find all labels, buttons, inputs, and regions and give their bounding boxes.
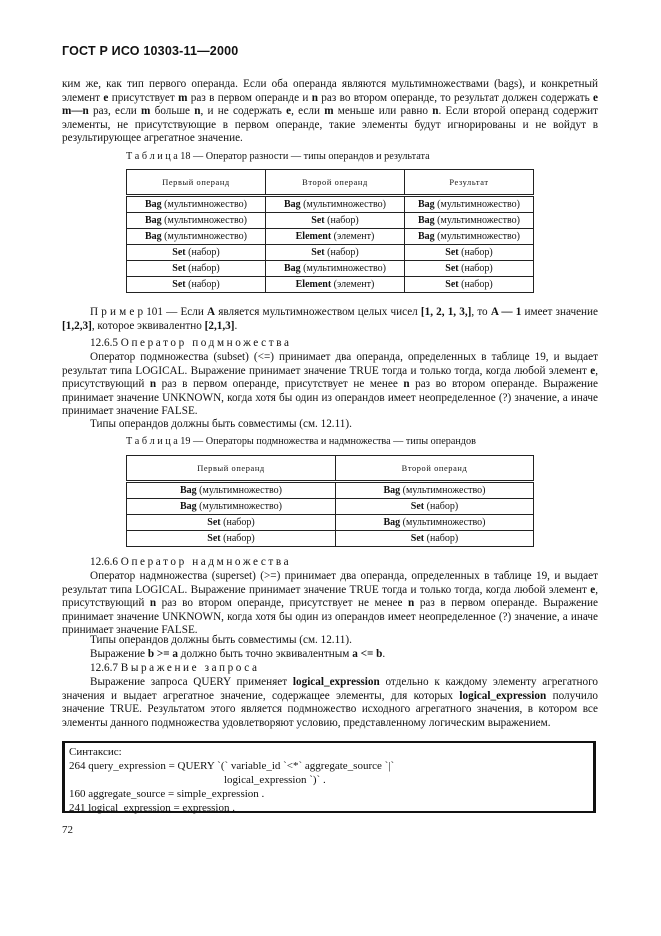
text: ким же, как тип первого операнда. Если оба операнда являются мультимножествами (bags), и конкретный элемент [62, 78, 598, 104]
table-cell [266, 245, 405, 261]
text: e [590, 364, 596, 377]
text: n [149, 378, 157, 391]
syntax-line: logical_expression `)` . [224, 774, 326, 786]
text: n [432, 105, 439, 118]
text: logical_expression [292, 676, 380, 688]
table-row [127, 196, 534, 213]
text: Bag [284, 199, 301, 210]
text: . Если второй операнд содержит элементы, не присутствующие в первом операнде, такие элементы будут игнорированы и не войдут в результирующее агрегатное значение. [62, 105, 599, 145]
table-cell [405, 245, 534, 261]
text: Bag [180, 485, 197, 496]
text: (набор) [220, 517, 255, 528]
table-row [127, 245, 534, 261]
text: n [311, 91, 318, 104]
text: раз в первом операнде. Выражение принимает значение UNKNOWN, когда хотя бы один из операндов имеет неопределенное (?) значение, а иначе принимает значение FALSE. [62, 597, 598, 637]
section-12-6-6-paragraph [62, 570, 598, 638]
table-cell [336, 499, 534, 515]
text: n [149, 597, 157, 610]
text: , которое эквивалентно [91, 319, 205, 332]
text: , если [291, 105, 325, 118]
section-12-6-5-compat: Типы операндов должны быть совместимы (см. 12.11). [90, 418, 352, 430]
example-101 [62, 306, 598, 333]
table-header-row [127, 170, 534, 196]
text: (набор) [424, 533, 459, 544]
text: раз, если [88, 105, 142, 118]
text: — Если [162, 306, 207, 318]
text: Bag [418, 231, 435, 242]
section-12-6-7-heading [62, 662, 598, 676]
text: Т а б л и ц а 19 [126, 436, 191, 447]
table-cell [336, 531, 534, 547]
table-cell [127, 196, 266, 213]
text: Bag [145, 199, 162, 210]
table-cell [127, 499, 336, 515]
syntax-box [62, 741, 596, 813]
intro-paragraph [62, 78, 598, 146]
text: (мультимножество) [300, 263, 386, 274]
text: 12.6.6 [90, 556, 118, 568]
text: 12.6.5 [90, 337, 118, 349]
text: . [234, 319, 238, 332]
table-row [127, 515, 534, 531]
text: e m—n [62, 91, 599, 118]
page-header: ГОСТ Р ИСО 10303-11—2000 [62, 44, 239, 58]
table-cell [127, 482, 336, 499]
text: n [403, 378, 410, 391]
text: (мультимножество) [196, 501, 282, 512]
table-cell [336, 482, 534, 499]
table-cell [127, 213, 266, 229]
text: n [194, 105, 201, 118]
text: раз во втором операнде. Выражение принимает значение UNKNOWN, когда хотя бы один из операндов имеет неопределенное (?) значение, а иначе принимает значение FALSE. [62, 378, 598, 418]
text: (набор) [220, 533, 255, 544]
text: меньше или равно [333, 105, 433, 118]
text: (мультимножество) [434, 215, 520, 226]
text: Set [311, 215, 325, 226]
text: Set [172, 247, 186, 258]
table-cell [405, 196, 534, 213]
column-header: Первый операнд [127, 456, 336, 482]
text: (набор) [458, 263, 493, 274]
text: e [590, 583, 596, 596]
text: имеет значение [521, 306, 598, 318]
table-cell [127, 245, 266, 261]
column-header: Второй операнд [336, 456, 534, 482]
table-cell [266, 213, 405, 229]
table-cell [127, 277, 266, 293]
text: Bag [418, 199, 435, 210]
text: [1, 2, 1, 3,] [420, 306, 472, 318]
text: (набор) [185, 279, 220, 290]
table19 [126, 455, 534, 547]
text: Set [207, 533, 221, 544]
text: 12.6.7 [90, 662, 118, 674]
text: (набор) [324, 247, 359, 258]
text: . [382, 648, 386, 660]
text: (набор) [458, 279, 493, 290]
syntax-line: 160 aggregate_source = simple_expression . [69, 788, 265, 800]
text: (набор) [324, 215, 359, 226]
text: раз в первом операнде, присутствует не менее [156, 378, 404, 391]
table-row [127, 277, 534, 293]
text: Element [295, 231, 332, 242]
text: (мультимножество) [434, 199, 520, 210]
text: e [103, 91, 109, 104]
section-12-6-6-heading [62, 556, 598, 570]
text: Оператор надмножества (superset) (>=) принимает два операнда, определенных в таблице 19, и выдает результат типа LOGICAL. Выражение принимает значение TRUE тогда и только тогда, когда любой элемент [62, 570, 598, 596]
text: Оператор подмножества [120, 337, 292, 349]
table-row [127, 213, 534, 229]
text: m [178, 91, 188, 104]
text: — Оператор разности — типы операндов и результата [190, 151, 430, 162]
text: n [408, 597, 415, 610]
table18-caption [126, 151, 430, 162]
text: (набор) [185, 263, 220, 274]
text: Выражение [90, 648, 148, 660]
text: — Операторы подмножества и надмножества — типы операндов [190, 436, 476, 447]
text: A [207, 306, 216, 318]
text: Bag [145, 231, 162, 242]
text: a <= b [352, 648, 383, 660]
text: Выражение запроса QUERY применяет [90, 676, 293, 688]
table-cell [266, 196, 405, 213]
text: , то [471, 306, 491, 318]
table-cell [266, 277, 405, 293]
section-12-6-5-heading [62, 337, 598, 351]
section-12-6-7-paragraph [62, 676, 598, 730]
table-cell [405, 277, 534, 293]
text: Set [172, 279, 186, 290]
text: Bag [418, 215, 435, 226]
text: П р и м е р 101 [90, 306, 163, 318]
text: Оператор надмножества [120, 556, 292, 568]
column-header: Первый операнд [127, 170, 266, 196]
text: Bag [180, 501, 197, 512]
table-cell [405, 213, 534, 229]
text: (элемент) [331, 279, 375, 290]
text: Bag [383, 517, 401, 528]
text: (мультимножество) [400, 485, 486, 496]
table-row [127, 261, 534, 277]
section-12-6-5-paragraph [62, 351, 598, 419]
text: [2,1,3] [204, 319, 235, 332]
text: Т а б л и ц а 18 [126, 151, 191, 162]
table-row [127, 482, 534, 499]
text: (набор) [424, 501, 459, 512]
page-number: 72 [62, 824, 73, 836]
text: e [286, 105, 292, 118]
text: , и не содержать [200, 105, 287, 118]
column-header: Результат [405, 170, 534, 196]
text: m [324, 105, 334, 118]
text: Выражение запроса [120, 662, 260, 674]
text: (мультимножество) [161, 199, 247, 210]
syntax-line: 241 logical_expression = expression . [69, 802, 235, 814]
text: раз во втором операнде, присутствует не менее [156, 597, 409, 610]
table19-caption [126, 436, 476, 447]
text: (мультимножество) [161, 231, 247, 242]
text: Bag [284, 263, 301, 274]
text: раз во втором операнде, то результат должен содержать [317, 91, 594, 104]
table-cell [127, 515, 336, 531]
text: (мультимножество) [434, 231, 520, 242]
text: является мультимножеством целых чисел [215, 306, 421, 318]
text: (мультимножество) [161, 215, 247, 226]
text: m [141, 105, 151, 118]
text: , присутствующий [62, 583, 598, 610]
text: Set [445, 263, 459, 274]
text: Оператор подмножества (subset) (<=) принимает два операнда, определенных в таблице 19, и выдает результат типа LOGICAL. Выражение принимает значение TRUE тогда и только тогда, когда любой элемент [62, 351, 598, 377]
table-cell [405, 229, 534, 245]
table-header-row [127, 456, 534, 482]
table-cell [405, 261, 534, 277]
text: (мультимножество) [300, 199, 386, 210]
table-cell [336, 515, 534, 531]
text: Set [445, 247, 459, 258]
text: Set [445, 279, 459, 290]
section-12-6-6-equivalence [62, 648, 598, 662]
text: должно быть точно эквивалентным [178, 648, 353, 660]
text: Set [311, 247, 325, 258]
text: получило значение TRUE. Результатом этого является подмножество исходного агрегатного значения, в котором все элементы данного подмножества удовлетворяют условию, представленному логическим выражением. [62, 689, 598, 729]
text: Set [207, 517, 221, 528]
text: (набор) [458, 247, 493, 258]
table-cell [266, 229, 405, 245]
text: (набор) [185, 247, 220, 258]
table-row [127, 499, 534, 515]
text: Set [410, 533, 425, 544]
table-cell [127, 531, 336, 547]
text: logical_expression [459, 689, 547, 702]
text: Set [172, 263, 186, 274]
text: раз в первом операнде и [187, 91, 312, 104]
text: Bag [383, 485, 401, 496]
table18 [126, 169, 534, 293]
text: (элемент) [331, 231, 375, 242]
text: , присутствующий [62, 364, 598, 391]
text: Set [410, 501, 425, 512]
text: Element [295, 279, 332, 290]
text: b >= a [147, 648, 178, 660]
table-cell [266, 261, 405, 277]
text: A — 1 [490, 306, 522, 318]
section-12-6-6-compat: Типы операндов должны быть совместимы (см. 12.11). [90, 634, 352, 646]
syntax-title: Синтаксис: [69, 746, 122, 758]
text: Bag [145, 215, 162, 226]
text: отдельно к каждому элементу агрегатного значения и выдает агрегатное значение, содержащее элементы, для которых [62, 676, 598, 702]
text: присутствует [108, 91, 179, 104]
table-row [127, 229, 534, 245]
table-row [127, 531, 534, 547]
table-cell [127, 229, 266, 245]
column-header: Второй операнд [266, 170, 405, 196]
text: (мультимножество) [400, 517, 486, 528]
syntax-line: 264 query_expression = QUERY `(` variable_id `<*` aggregate_source `|` [69, 760, 395, 772]
text: больше [150, 105, 195, 118]
text: (мультимножество) [196, 485, 282, 496]
text: [1,2,3] [62, 319, 92, 332]
table-cell [127, 261, 266, 277]
